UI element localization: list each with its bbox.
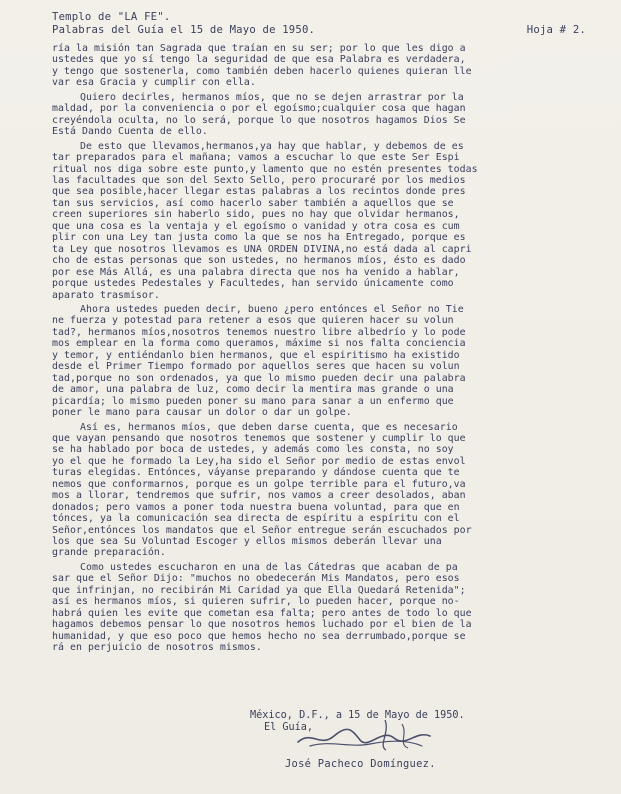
text-line: grande preparación. bbox=[52, 547, 166, 559]
text-line: var esa Gracia y cumplir con ella. bbox=[52, 77, 256, 89]
paragraph bbox=[52, 562, 573, 654]
text-line: ne fuerza y potestad para retener a esos que quieren hacer su volun bbox=[52, 315, 454, 327]
signer-name: José Pacheco Domínguez. bbox=[285, 758, 436, 770]
text-line: que una cosa es la ventaja y el egoísmo o vanidad y otra cosa es cum bbox=[52, 220, 460, 232]
signer-role: El Guía, bbox=[264, 722, 314, 733]
text-line: por ese Más Allá, es una palabra directa que nos ha venido a hablar, bbox=[52, 266, 460, 278]
text-line: picardía; lo mismo pueden poner su mano para sanar a un enfermo que bbox=[52, 395, 454, 407]
text-line: Señor,entónces los mandatos que el Señor entregue serán escuchados por bbox=[52, 524, 472, 536]
text-line: mos emplear en la forma como queramos, máxime si nos falta conciencia bbox=[52, 338, 466, 350]
text-line: porque ustedes Pedestales y Facultedes, han servido únicamente como bbox=[52, 278, 454, 290]
text-line: sar que el Señor Dijo: "muchos no obedecerán Mis Mandatos, pero esos bbox=[52, 573, 460, 585]
text-line: rá en perjuicio de nosotros mismos. bbox=[52, 642, 262, 654]
paragraph bbox=[52, 422, 573, 559]
text-line: plir con una Ley tan justa como la que se nos ha Entregado, porque es bbox=[52, 232, 466, 244]
text-line: habrá quien les evite que cometan esa falta; pero antes de todo lo que bbox=[52, 607, 472, 619]
text-line: que sea posible,hacer llegar estas palabras a los recintos donde pres bbox=[52, 186, 466, 198]
text-line: de amor, una palabra de luz, como decir la mentira mas grande o una bbox=[52, 384, 454, 396]
text-line: creyéndola oculta, no lo será, porque lo que nosotros hagamos Dios Se bbox=[52, 114, 466, 126]
text-line: creen superiores sin haberlo sido, pues no hay que olvidar hermanos, bbox=[52, 209, 460, 221]
text-line: nemos que conformarnos, porque es un golpe terrible para el futuro,va bbox=[52, 478, 466, 490]
temple-title: Templo de "LA FE". bbox=[52, 11, 171, 23]
text-line: ta Ley que nosotros llevamos es UNA ORDEN DIVINA,no está dada al capri bbox=[52, 243, 472, 255]
document-body bbox=[52, 43, 573, 657]
text-line: ría la misión tan Sagrada que traían en su ser; por lo que les digo a bbox=[52, 43, 466, 54]
text-line: Así es, hermanos míos, que deben darse cuenta, que es necesario bbox=[80, 421, 458, 433]
text-line: tan sus servicios, así como hacerlo saber también a aquellos que se bbox=[52, 197, 454, 209]
text-line: se ha hablado por boca de ustedes, y además como les consta, no soy bbox=[52, 444, 454, 456]
text-line: desde el Primer Tiempo formado por aquellos seres que hacen su volun bbox=[52, 361, 460, 373]
text-line: las facultades que son del Sexto Sello, pero procuraré por los medios bbox=[52, 174, 466, 186]
text-line: ritual nos diga sobre este punto,y lamento que no estén presentes todas bbox=[52, 163, 478, 175]
text-line: cho de estas personas que son ustedes, no hermanos míos, ésto es dado bbox=[52, 255, 466, 267]
paragraph bbox=[52, 43, 573, 89]
document-subtitle: Palabras del Guía el 15 de Mayo de 1950. bbox=[52, 24, 316, 36]
text-line: humanidad, y que eso poco que hemos hecho no sea derrumbado,porque se bbox=[52, 630, 466, 642]
text-line: que vayan pensando que nosotros tenemos que sostener y cumplir lo que bbox=[52, 432, 466, 444]
text-line: turas elegidas. Entónces, váyanse preparando y dándose cuenta que te bbox=[52, 467, 460, 479]
text-line: Quiero decirles, hermanos míos, que no se dejen arrastrar por la bbox=[80, 91, 464, 103]
text-line: ustedes que yo sí tengo la seguridad de que esa Palabra es verdadera, bbox=[52, 54, 466, 66]
text-line: así es hermanos míos, si quieren sufrir, lo pueden hacer, porque no- bbox=[52, 596, 460, 608]
text-line: tónces, ya la comunicación sea directa de espíritu a espíritu con el bbox=[52, 513, 460, 525]
text-line: donados; pero vamos a poner toda nuestra buena voluntad, para que en bbox=[52, 501, 460, 513]
text-line: y tengo que sostenerla, como también deben hacerlo quienes quieran lle bbox=[52, 65, 472, 77]
text-line: los que sea Su Voluntad Escoger y ellos mismos deberán llevar una bbox=[52, 536, 442, 548]
handwritten-signature bbox=[290, 700, 450, 755]
text-line: que infrinjan, no recibirán Mi Caridad ya que Ella Quedará Retenida"; bbox=[52, 584, 466, 596]
text-line: aparato trasmisor. bbox=[52, 289, 160, 301]
text-line: maldad, por la conveniencia o por el egoísmo;cualquier cosa que hagan bbox=[52, 103, 466, 115]
paragraph bbox=[52, 141, 573, 301]
paragraph bbox=[52, 304, 573, 419]
text-line: poner le mano para causar un dolor o dar un golpe. bbox=[52, 407, 352, 419]
place-date-line: México, D.F., a 15 de Mayo de 1950. bbox=[250, 710, 465, 721]
text-line: yo el que he formado la Ley,ha sido el Señor por medio de estas envol bbox=[52, 455, 466, 467]
text-line: Como ustedes escucharon en una de las Cátedras que acaban de pa bbox=[80, 561, 458, 573]
text-line: Está Dando Cuenta de ello. bbox=[52, 126, 208, 138]
text-line: hagamos debemos pensar lo que nosotros hemos luchado por el bien de la bbox=[52, 619, 472, 631]
text-line: tad,porque no son ordenados, ya que lo mismo pueden decir una palabra bbox=[52, 372, 466, 384]
text-line: De esto que llevamos,hermanos,ya hay que hablar, y debemos de es bbox=[80, 140, 464, 152]
text-line: mos a llorar, tendremos que sufrir, nos vamos a creer desolados, aban bbox=[52, 490, 466, 502]
text-line: tar preparados para el mañana; vamos a escuchar lo que este Ser Espi bbox=[52, 152, 460, 164]
paragraph bbox=[52, 92, 573, 138]
text-line: y temor, y entiéndanlo bien hermanos, que el espiritismo ha existido bbox=[52, 349, 460, 361]
text-line: tad?, hermanos míos,nosotros tenemos nuestro libre albedrío y lo pode bbox=[52, 326, 466, 338]
document-header bbox=[52, 11, 601, 37]
page-number: Hoja # 2. bbox=[526, 24, 586, 36]
text-line: Ahora ustedes pueden decir, bueno ¿pero entónces el Señor no Tie bbox=[80, 303, 464, 315]
